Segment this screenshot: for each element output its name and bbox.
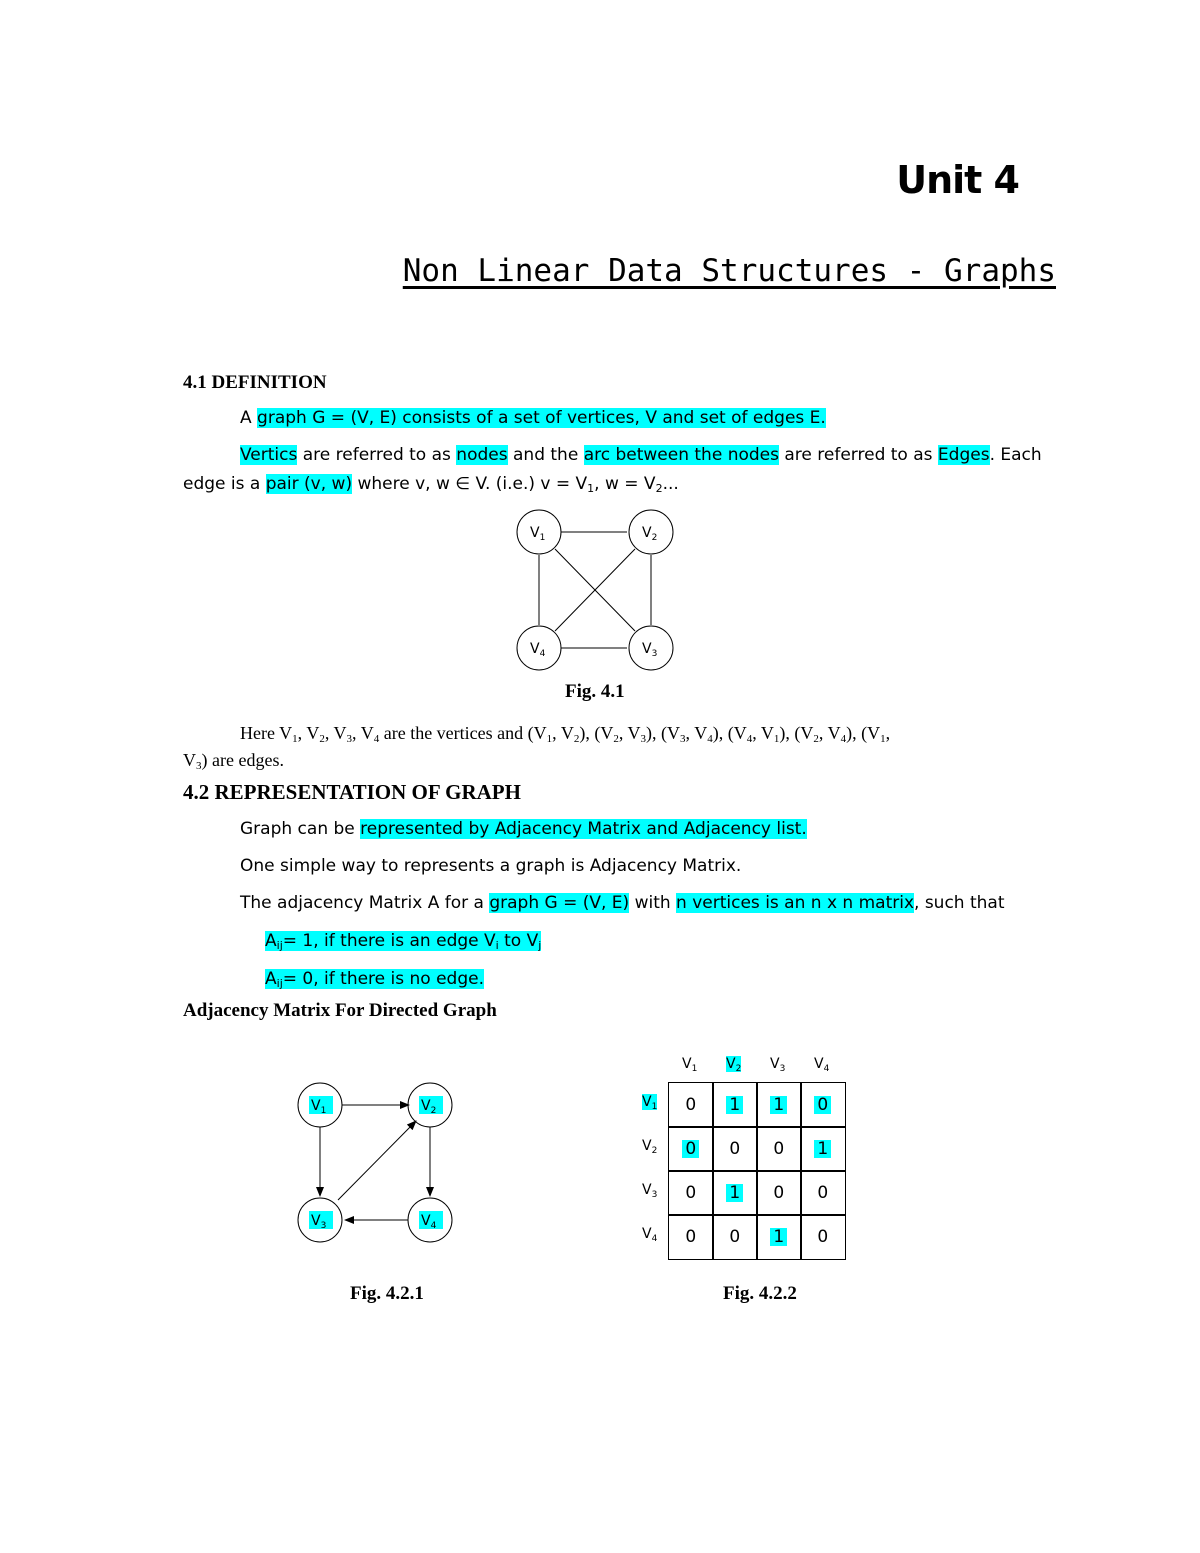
text: , V bbox=[818, 723, 841, 743]
subscript: j bbox=[538, 939, 542, 952]
node-label-v2: $V_2$ bbox=[421, 1098, 437, 1116]
vertices-edges-text-line-2 bbox=[183, 750, 284, 771]
matrix-column-header bbox=[726, 1056, 741, 1072]
subscript: 2 bbox=[735, 1064, 742, 1074]
matrix-cell bbox=[756, 1126, 802, 1172]
matrix-column-header bbox=[682, 1056, 697, 1072]
text: , V bbox=[685, 723, 708, 743]
text: V bbox=[642, 1138, 652, 1154]
matrix-cell bbox=[712, 1126, 758, 1172]
subscript: ij bbox=[276, 977, 283, 990]
subscript: 2 bbox=[651, 1146, 658, 1156]
matrix-cell bbox=[800, 1082, 846, 1128]
definition-line-1 bbox=[240, 408, 826, 428]
subscript: 1 bbox=[651, 1102, 658, 1112]
text: where v, w ∈ V. (i.e.) v = V bbox=[352, 474, 588, 494]
subscript: 2 bbox=[573, 733, 580, 745]
matrix-row-header bbox=[642, 1182, 657, 1198]
page-title: Non Linear Data Structures - Graphs bbox=[402, 253, 1056, 289]
matrix-value: 1 bbox=[814, 1140, 831, 1158]
text: are referred to as bbox=[297, 445, 457, 465]
matrix-row-header bbox=[642, 1094, 657, 1110]
matrix-cell bbox=[668, 1082, 714, 1128]
matrix-column-header bbox=[814, 1056, 829, 1072]
text: = 0, if there is no edge. bbox=[282, 969, 484, 989]
adjacency-matrix bbox=[630, 1050, 860, 1265]
subscript: 1 bbox=[880, 733, 886, 745]
vertices-edges-text-line-1 bbox=[240, 723, 890, 744]
definition-line-2 bbox=[240, 445, 1042, 465]
text: The adjacency Matrix A for a bbox=[240, 893, 490, 913]
directed-graph-heading: Adjacency Matrix For Directed Graph bbox=[183, 1000, 497, 1021]
subscript: 4 bbox=[823, 1064, 830, 1074]
matrix-value: 1 bbox=[726, 1096, 743, 1114]
subscript: 3 bbox=[779, 1064, 786, 1074]
subscript: 1 bbox=[546, 733, 553, 745]
matrix-cell bbox=[712, 1214, 758, 1260]
node-label-v3: $V_3$ bbox=[311, 1213, 327, 1231]
subscript: 2 bbox=[613, 733, 619, 745]
text: = 1, if there is an edge V bbox=[282, 931, 496, 951]
definition-line-3 bbox=[183, 474, 679, 494]
text: V bbox=[726, 1056, 736, 1072]
figure-4-1-graph bbox=[500, 505, 690, 675]
section-heading-definition: 4.1 DEFINITION bbox=[183, 372, 327, 393]
matrix-value: 1 bbox=[770, 1096, 787, 1114]
highlight-text: Edges bbox=[937, 445, 990, 465]
subscript: 3 bbox=[346, 733, 353, 745]
text: V bbox=[642, 1094, 652, 1110]
text: are the vertices and (V bbox=[379, 723, 547, 743]
text: V bbox=[642, 1226, 652, 1242]
text: are referred to as bbox=[778, 445, 938, 465]
figure-caption: Fig. 4.1 bbox=[565, 681, 625, 702]
subscript: 2 bbox=[319, 733, 325, 745]
node-label-v1: $V_1$ bbox=[311, 1098, 327, 1116]
matrix-value: 0 bbox=[814, 1096, 831, 1114]
unit-heading: Unit 4 bbox=[896, 158, 1019, 202]
subscript: 3 bbox=[680, 733, 686, 745]
node-label-v1: $V_1$ bbox=[530, 525, 546, 543]
text: Here V bbox=[240, 723, 293, 743]
highlight-text: nodes bbox=[456, 445, 508, 465]
matrix-value: 1 bbox=[726, 1184, 743, 1202]
matrix-value: 0 bbox=[817, 1182, 829, 1203]
text: Graph can be bbox=[240, 819, 361, 839]
representation-line-3 bbox=[240, 893, 1005, 913]
text: , such that bbox=[914, 893, 1005, 913]
highlight-text: Vertics bbox=[240, 445, 298, 465]
subscript: 3 bbox=[196, 760, 202, 772]
text: ), (V bbox=[712, 723, 747, 743]
text: , V bbox=[752, 723, 774, 743]
matrix-value: 0 bbox=[685, 1094, 697, 1115]
text: , V bbox=[552, 723, 574, 743]
subscript: 1 bbox=[691, 1064, 698, 1074]
highlight-text: graph G = (V, E) bbox=[489, 893, 630, 913]
adjacency-rule-2 bbox=[265, 969, 484, 989]
highlight-text: n vertices is an n x n matrix bbox=[676, 893, 915, 913]
subscript: 3 bbox=[640, 733, 647, 745]
text: . Each bbox=[989, 445, 1042, 465]
matrix-cell bbox=[800, 1214, 846, 1260]
text: V bbox=[682, 1056, 692, 1072]
text: V bbox=[183, 750, 196, 770]
representation-line-1 bbox=[240, 819, 807, 839]
matrix-column-header bbox=[770, 1056, 785, 1072]
highlight-text bbox=[265, 931, 541, 951]
node-label-v2: $V_2$ bbox=[642, 525, 658, 543]
text: ) are edges. bbox=[201, 750, 284, 770]
matrix-cell bbox=[668, 1214, 714, 1260]
matrix-value: 1 bbox=[770, 1228, 787, 1246]
matrix-cell bbox=[756, 1082, 802, 1128]
matrix-value: 0 bbox=[685, 1182, 697, 1203]
highlight-text: arc between the nodes bbox=[583, 445, 779, 465]
subscript: 1 bbox=[587, 482, 595, 495]
subscript: 3 bbox=[651, 1190, 658, 1200]
subscript: 2 bbox=[813, 733, 819, 745]
text: V bbox=[814, 1056, 824, 1072]
text: , bbox=[885, 723, 891, 743]
matrix-cell bbox=[668, 1126, 714, 1172]
figure-4-2-1-directed-graph bbox=[290, 1075, 470, 1250]
matrix-cell bbox=[800, 1170, 846, 1216]
subscript: 4 bbox=[840, 733, 847, 745]
highlight-text: represented by Adjacency Matrix and Adjacency list. bbox=[360, 819, 807, 839]
text: ), (V bbox=[779, 723, 814, 743]
text: , V bbox=[618, 723, 641, 743]
text: ), (V bbox=[579, 723, 614, 743]
matrix-value: 0 bbox=[682, 1140, 699, 1158]
matrix-value: 0 bbox=[817, 1226, 829, 1247]
matrix-cell bbox=[756, 1170, 802, 1216]
text: A bbox=[265, 931, 277, 951]
subscript: 4 bbox=[746, 733, 753, 745]
subscript: 4 bbox=[707, 733, 713, 745]
matrix-value: 0 bbox=[729, 1138, 741, 1159]
matrix-value: 0 bbox=[773, 1182, 785, 1203]
edge-v3-v2 bbox=[338, 1121, 416, 1200]
text: ), (V bbox=[646, 723, 681, 743]
representation-line-2: One simple way to represents a graph is Adjacency Matrix. bbox=[240, 856, 742, 876]
subscript: 2 bbox=[655, 482, 663, 495]
text: A bbox=[240, 408, 258, 428]
subscript: i bbox=[495, 939, 499, 952]
matrix-cell bbox=[712, 1170, 758, 1216]
figure-caption: Fig. 4.2.2 bbox=[723, 1283, 797, 1304]
subscript: 4 bbox=[651, 1234, 658, 1244]
text: , V bbox=[324, 723, 347, 743]
text: with bbox=[629, 893, 677, 913]
matrix-row-header bbox=[642, 1226, 657, 1242]
text: A bbox=[265, 969, 277, 989]
subscript: 4 bbox=[373, 733, 380, 745]
subscript: ij bbox=[276, 939, 283, 952]
adjacency-rule-1 bbox=[265, 931, 541, 951]
text: edge is a bbox=[183, 474, 266, 494]
text: , w = V bbox=[594, 474, 656, 494]
highlight-text bbox=[265, 969, 484, 989]
matrix-cell bbox=[800, 1126, 846, 1172]
highlight-text: pair (v, w) bbox=[265, 474, 353, 494]
text: ), (V bbox=[846, 723, 881, 743]
text: V bbox=[642, 1182, 652, 1198]
text: , V bbox=[352, 723, 374, 743]
node-label-v4: $V_4$ bbox=[530, 641, 546, 659]
text: to V bbox=[498, 931, 539, 951]
matrix-value: 0 bbox=[685, 1226, 697, 1247]
text: V bbox=[770, 1056, 780, 1072]
matrix-cell bbox=[712, 1082, 758, 1128]
matrix-value: 0 bbox=[729, 1226, 741, 1247]
matrix-row-header bbox=[642, 1138, 657, 1154]
highlight-text: graph G = (V, E) consists of a set of vertices, V and set of edges E. bbox=[257, 408, 826, 428]
matrix-cell bbox=[668, 1170, 714, 1216]
figure-caption: Fig. 4.2.1 bbox=[350, 1283, 424, 1304]
text: ... bbox=[662, 474, 679, 494]
node-label-v4: $V_4$ bbox=[421, 1213, 437, 1231]
text: and the bbox=[507, 445, 584, 465]
node-label-v3: $V_3$ bbox=[642, 641, 658, 659]
text: , V bbox=[297, 723, 320, 743]
section-heading-representation: 4.2 REPRESENTATION OF GRAPH bbox=[183, 780, 521, 804]
subscript: 1 bbox=[292, 733, 298, 745]
matrix-cell bbox=[756, 1214, 802, 1260]
matrix-value: 0 bbox=[773, 1138, 785, 1159]
subscript: 1 bbox=[773, 733, 780, 745]
